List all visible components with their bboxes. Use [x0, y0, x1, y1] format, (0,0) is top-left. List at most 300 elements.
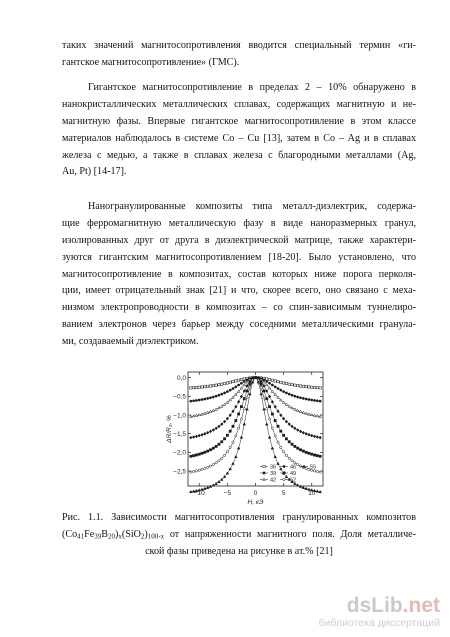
data-point [308, 386, 310, 388]
data-point [232, 441, 234, 443]
series-line [191, 378, 320, 492]
data-point [235, 386, 237, 388]
data-point [220, 405, 223, 407]
data-point [288, 393, 290, 395]
data-point [212, 409, 215, 411]
data-point [302, 397, 304, 399]
data-point [268, 418, 270, 420]
data-point [209, 397, 211, 399]
data-point [190, 387, 192, 389]
watermark-logo: dsLib.net [346, 594, 440, 617]
text-line: ми, создаваемый диэлектриком. [62, 336, 199, 348]
data-point [274, 435, 276, 437]
data-point [285, 454, 287, 456]
data-point [218, 443, 220, 445]
data-point [319, 400, 321, 402]
data-point [223, 454, 225, 456]
data-point [311, 453, 313, 455]
data-point [192, 387, 194, 389]
data-point [204, 412, 207, 414]
data-point [209, 410, 212, 412]
data-point [207, 397, 209, 399]
data-point [274, 419, 276, 421]
data-point [235, 435, 237, 437]
data-point [288, 383, 290, 385]
caption-formula: $(Co_{41}Fe_{39}B_{20})_x(SiO_2)_{100-x}$ [62, 528, 165, 541]
data-point [240, 436, 243, 438]
data-point [299, 449, 301, 451]
data-point [266, 398, 268, 400]
data-point [280, 446, 282, 448]
data-point [201, 398, 203, 400]
data-point [319, 490, 322, 492]
data-point [274, 455, 277, 457]
text-line: ции, имеет отрицательный знак [21] и что, скорее всего, оно связано с меха- [62, 285, 416, 297]
x-axis-label: H, кЭ [247, 499, 264, 506]
data-point [291, 425, 294, 428]
figure-caption [62, 510, 416, 561]
data-point [192, 400, 194, 402]
legend-label: 36 [270, 464, 277, 471]
data-point [316, 415, 319, 417]
data-point [195, 386, 197, 388]
paragraph-nanocomposites [62, 199, 416, 351]
data-point [212, 447, 214, 449]
data-point [237, 400, 240, 403]
data-point [195, 470, 197, 472]
data-point [215, 395, 217, 397]
data-point [319, 455, 321, 457]
plot-frame [188, 372, 323, 486]
data-point [311, 386, 313, 388]
text-line: магнитную фазы. Впервые гигантское магнитосопротивление в этом классе [62, 115, 416, 127]
legend-label: 46 [290, 464, 297, 471]
text-line: материалов наблюдалось в системе Co – Cu [13], затем в Co – Ag и в сплавах [62, 132, 416, 144]
data-point [316, 490, 319, 492]
data-point [277, 462, 280, 464]
data-point [294, 408, 297, 410]
data-point [195, 414, 198, 416]
data-point [266, 378, 268, 380]
series-39 [190, 376, 322, 402]
data-point [308, 413, 311, 415]
data-point [204, 467, 206, 469]
data-point [297, 463, 299, 465]
data-point [280, 389, 282, 391]
data-point [280, 381, 282, 383]
x-tick-label: −10 [193, 490, 205, 497]
data-point [198, 434, 201, 437]
data-point [195, 435, 198, 438]
text-line: ванием электронов через барьер между соседними металлическими гранула- [62, 319, 416, 331]
data-point [305, 451, 307, 453]
data-point [313, 454, 315, 456]
data-point [263, 397, 265, 399]
data-point [234, 455, 237, 457]
figure-magnetoresistance-chart [166, 366, 328, 509]
data-point [291, 394, 293, 396]
data-point [271, 447, 274, 449]
data-point [294, 445, 296, 447]
data-point [288, 457, 290, 459]
data-point [271, 379, 273, 381]
data-point [288, 405, 291, 407]
data-point [246, 408, 249, 410]
caption-line: Рис. 1.1. Зависимости магнитосопротивления гранулированных композитов [62, 512, 416, 523]
series-52 [190, 376, 322, 473]
data-point [302, 431, 305, 434]
data-point [190, 436, 193, 439]
data-point [206, 431, 209, 434]
series-line [191, 378, 320, 472]
data-point [198, 386, 200, 388]
data-point [277, 441, 279, 443]
data-point [285, 382, 287, 384]
data-point [223, 392, 225, 394]
data-point [232, 462, 235, 464]
y-axis-label: ΔR/R₀, % [166, 415, 173, 443]
data-point [221, 457, 223, 459]
series-49 [190, 376, 322, 457]
data-point [226, 390, 228, 392]
data-point [209, 449, 211, 451]
data-point [212, 396, 214, 398]
data-point [218, 394, 220, 396]
data-point [215, 445, 217, 447]
data-point [294, 395, 296, 397]
paragraph-gmr-alloys [62, 80, 416, 181]
data-point [237, 384, 239, 386]
legend-marker [283, 465, 286, 468]
data-point [277, 425, 279, 427]
x-tick-label: 0 [253, 490, 258, 497]
data-point [207, 385, 209, 387]
series-55 [189, 376, 321, 493]
data-point [243, 380, 245, 382]
data-point [299, 430, 302, 433]
data-point [198, 453, 200, 455]
data-point [263, 390, 265, 392]
data-point [209, 485, 212, 487]
data-point [209, 430, 212, 433]
data-point [243, 378, 245, 380]
y-tick-label: −1,0 [173, 412, 186, 420]
legend-marker [263, 472, 265, 474]
y-tick-label: −2,5 [173, 468, 186, 476]
data-point [294, 384, 296, 386]
data-point [215, 462, 217, 464]
data-point [229, 430, 231, 432]
y-tick-label: −0,5 [173, 393, 186, 401]
data-point [302, 450, 304, 452]
data-point [319, 415, 322, 417]
text-line: таких значений магнитосопротивления вводится специальный термин «ги- [62, 40, 416, 51]
data-point [240, 395, 243, 398]
data-point [291, 384, 293, 386]
series-line [191, 378, 320, 457]
data-point [240, 418, 242, 420]
text-line: магнитосопротивление в композитах, состав которых ниже порога перколя- [62, 268, 416, 280]
data-point [221, 441, 223, 443]
data-point [246, 390, 248, 392]
data-point [316, 470, 318, 472]
data-point [282, 382, 284, 384]
data-point [311, 399, 313, 401]
data-point [212, 384, 214, 386]
y-tick-label: 0,0 [176, 374, 186, 382]
data-point [240, 405, 242, 407]
data-point [265, 423, 268, 425]
data-point [201, 452, 203, 454]
data-point [316, 387, 318, 389]
data-point [313, 386, 315, 388]
data-point [190, 400, 192, 402]
data-point [285, 392, 287, 394]
data-point [266, 380, 268, 382]
data-point [299, 397, 301, 399]
watermark-subtitle: библиотека диссертаций [318, 617, 440, 629]
data-point [215, 384, 217, 386]
data-point [302, 385, 304, 387]
data-point [271, 427, 273, 429]
data-point [299, 385, 301, 387]
data-point [260, 393, 263, 395]
caption-line: ской фазы приведена на рисунке в ат.% [21] [145, 545, 333, 557]
data-point [206, 411, 209, 413]
data-point [288, 441, 290, 443]
data-point [229, 389, 231, 391]
data-point [268, 395, 271, 398]
text-line: Au, Pt) [14-17]. [62, 166, 127, 178]
legend-label: 49 [290, 471, 297, 477]
data-point [226, 434, 228, 436]
data-point [195, 454, 197, 456]
x-tick-label: −5 [223, 490, 232, 497]
data-point [282, 390, 284, 392]
data-point [237, 447, 240, 449]
data-point [215, 408, 218, 410]
data-point [268, 382, 270, 384]
data-point [192, 470, 194, 472]
data-point [299, 410, 302, 412]
data-point [305, 386, 307, 388]
data-point [218, 407, 221, 409]
legend-label: 39 [270, 471, 277, 477]
text-line: железа с медью, а также в сплавах железа с благородными металлами (Ag, [62, 149, 416, 161]
x-tick-label: 10 [308, 490, 316, 497]
data-point [243, 423, 246, 425]
data-point [226, 451, 228, 453]
data-point [207, 450, 209, 452]
watermark [319, 595, 440, 629]
data-point [212, 484, 215, 486]
data-point [282, 434, 284, 436]
data-point [297, 384, 299, 386]
data-point [308, 452, 310, 454]
data-point [249, 387, 251, 389]
data-point [229, 446, 231, 448]
data-point [237, 413, 239, 415]
data-point [263, 408, 266, 410]
data-point [223, 403, 226, 405]
legend-marker [283, 478, 285, 480]
legend-marker [283, 472, 285, 474]
data-point [305, 432, 308, 435]
legend-label: 52 [290, 477, 297, 484]
data-point [204, 432, 207, 435]
data-point [291, 460, 293, 462]
data-point [235, 419, 237, 421]
legend-marker [303, 465, 306, 467]
data-point [271, 413, 273, 415]
data-point [310, 414, 313, 416]
y-tick-label: −2,0 [173, 449, 186, 457]
legend-marker [263, 465, 265, 467]
data-point [198, 414, 201, 416]
data-point [223, 382, 225, 384]
data-point [221, 393, 223, 395]
text-line: щие ферромагнитную металлическую фазу в виде наноразмерных гранул, [62, 217, 416, 229]
paragraph-intro [62, 38, 416, 72]
data-point [296, 484, 299, 486]
data-point [207, 466, 209, 468]
data-point [294, 427, 297, 430]
data-point [274, 386, 276, 388]
data-point [296, 428, 299, 431]
data-point [204, 451, 206, 453]
x-tick-label: 5 [281, 490, 286, 497]
text-line: низмом электропроводности в композитах – со спин-зависимым туннелиро- [62, 302, 416, 314]
data-point [246, 397, 248, 399]
data-point [305, 412, 308, 414]
data-point [302, 411, 305, 413]
data-point [198, 399, 200, 401]
data-point [266, 408, 268, 410]
data-point [297, 447, 299, 449]
data-point [285, 403, 288, 405]
data-point [319, 387, 321, 389]
data-point [291, 407, 294, 409]
data-point [209, 465, 211, 467]
data-point [223, 438, 225, 440]
data-point [192, 455, 194, 457]
data-point [308, 398, 310, 400]
data-point [249, 393, 252, 395]
data-point [319, 436, 322, 439]
data-point [279, 468, 282, 470]
data-point [218, 384, 220, 386]
data-point [192, 415, 195, 417]
data-point [215, 427, 218, 430]
data-point [232, 380, 234, 382]
data-point [192, 436, 195, 439]
data-point [271, 384, 273, 386]
data-point [313, 414, 316, 416]
text-line: нанокристаллических металлических сплавах, содержащих магнитную и не- [62, 98, 416, 110]
data-point [212, 428, 215, 431]
data-point [218, 460, 220, 462]
data-point [271, 400, 274, 403]
data-point [229, 381, 231, 383]
data-point [302, 486, 305, 488]
data-point [243, 390, 246, 393]
data-point [291, 443, 293, 445]
data-point [243, 398, 245, 400]
data-point [226, 382, 228, 384]
data-point [229, 468, 232, 470]
data-point [218, 425, 221, 428]
data-point [305, 487, 308, 489]
data-point [268, 405, 270, 407]
data-point [237, 379, 239, 381]
data-point [232, 387, 234, 389]
data-point [308, 433, 311, 436]
data-point [232, 425, 234, 427]
data-point [268, 378, 270, 380]
data-point [316, 455, 318, 457]
data-point [277, 387, 279, 389]
data-point [316, 400, 318, 402]
data-point [277, 380, 279, 382]
data-point [189, 415, 192, 417]
data-point [260, 387, 262, 389]
data-point [297, 396, 299, 398]
data-point [195, 399, 197, 401]
data-point [206, 486, 209, 488]
data-point [221, 383, 223, 385]
chart-svg [166, 366, 328, 509]
data-point [204, 386, 206, 388]
data-point [204, 398, 206, 400]
series-42 [189, 376, 321, 417]
text-line: гантское магнитосопротивление» (ГМС). [62, 56, 240, 68]
text-line: Гигантское магнитосопротивление в пределах 2 – 10% обнаружено в [88, 82, 416, 93]
data-point [280, 430, 282, 432]
data-point [201, 433, 204, 436]
data-point [296, 409, 299, 411]
data-point [268, 436, 271, 438]
data-point [201, 468, 203, 470]
data-point [310, 434, 313, 437]
caption-line: $(Co_{41}Fe_{39}B_{20})_x(SiO_2)_{100-x}$ от напряженности магнитного поля. Доля металличе- [62, 528, 416, 541]
data-point [237, 427, 239, 429]
data-point [305, 398, 307, 400]
data-point [313, 435, 316, 438]
data-point [198, 469, 200, 471]
data-point [189, 490, 192, 492]
text-line: зуются гигантским магнитосопротивлением [18-20]. Было установлено, что [62, 251, 416, 263]
data-point [285, 438, 287, 440]
data-point [313, 399, 315, 401]
y-tick-label: −1,5 [173, 430, 186, 438]
data-point [212, 463, 214, 465]
data-point [265, 390, 268, 393]
data-point [240, 382, 242, 384]
data-point [215, 482, 218, 484]
data-point [299, 465, 301, 467]
data-point [282, 451, 284, 453]
text-line: изолированных друг от друга в диэлектрической матрице, также характери- [62, 234, 416, 246]
data-point [235, 380, 237, 382]
data-point [274, 380, 276, 382]
data-point [316, 436, 319, 439]
data-point [240, 378, 242, 380]
data-point [209, 385, 211, 387]
data-point [299, 485, 302, 487]
legend-marker [263, 478, 266, 480]
data-point [218, 480, 221, 482]
text-line: Наногранулированные композиты типа металл-диэлектрик, содержа- [88, 201, 416, 212]
